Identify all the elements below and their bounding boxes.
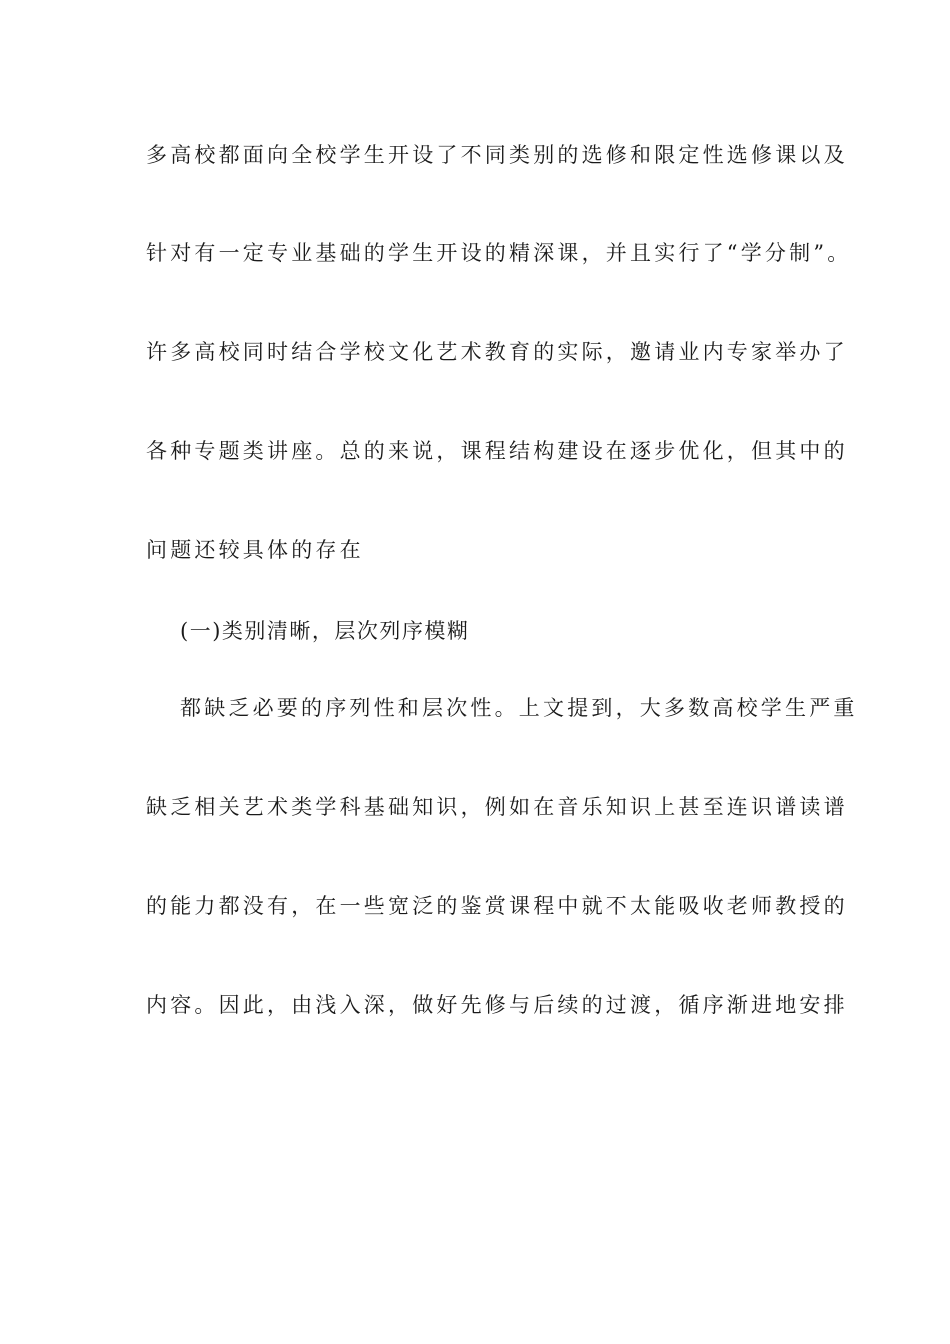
paragraph-1-line-1: 多高校都面向全校学生开设了不同类别的选修和限定性选修课以及 (146, 143, 848, 167)
paragraph-1-line-5: 问题还较具体的存在 (146, 538, 364, 562)
paragraph-2-line-1: 都缺乏必要的序列性和层次性。上文提到，大多数高校学生严重 (180, 696, 858, 720)
paragraph-1-line-4: 各种专题类讲座。总的来说，课程结构建设在逐步优化，但其中的 (146, 439, 848, 463)
paragraph-1-line-2: 针对有一定专业基础的学生开设的精深课，并且实行了“学分制”。 (146, 241, 852, 265)
paragraph-2-line-3: 的能力都没有，在一些宽泛的鉴赏课程中就不太能吸收老师教授的 (146, 894, 848, 918)
section-heading: (一)类别清晰，层次列序模糊 (180, 619, 470, 643)
paragraph-1-line-3: 许多高校同时结合学校文化艺术教育的实际，邀请业内专家举办了 (146, 340, 848, 364)
paragraph-2-line-2: 缺乏相关艺术类学科基础知识，例如在音乐知识上甚至连识谱读谱 (146, 795, 848, 819)
paragraph-2-line-4: 内容。因此，由浅入深，做好先修与后续的过渡，循序渐进地安排 (146, 993, 848, 1017)
